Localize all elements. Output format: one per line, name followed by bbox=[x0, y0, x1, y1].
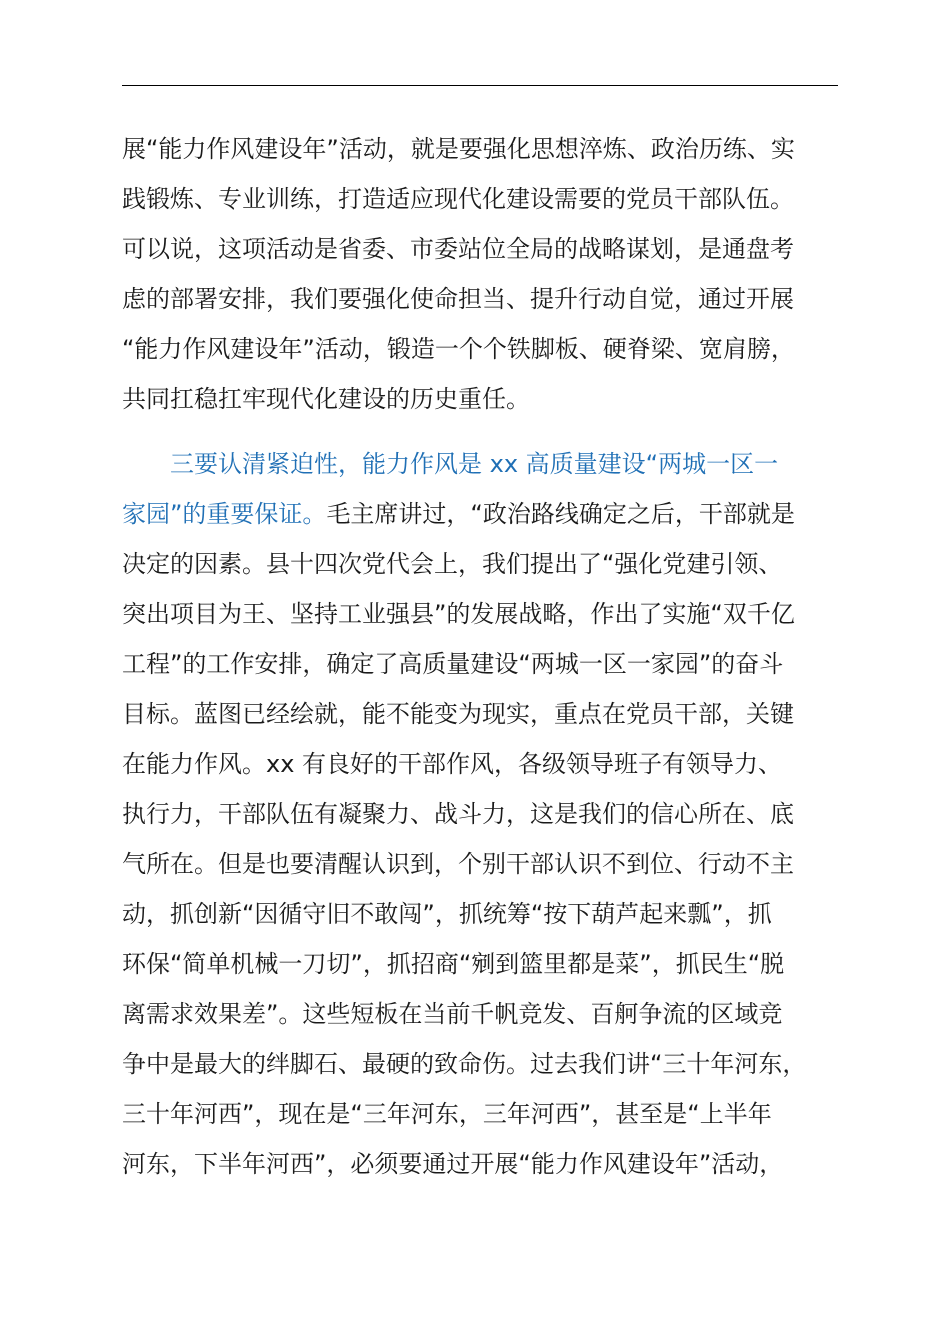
header-rule bbox=[122, 85, 838, 86]
text-line: 气所在。但是也要清醒认识到，个别干部认识不到位、行动不主 bbox=[122, 850, 794, 878]
section-heading-line: 三要认清紧迫性，能力作风是 xx 高质量建设“两城一区一 bbox=[170, 450, 779, 478]
text-line: 共同扛稳扛牢现代化建设的历史重任。 bbox=[122, 385, 530, 413]
text-line: 在能力作风。xx 有良好的干部作风，各级领导班子有领导力、 bbox=[122, 750, 783, 778]
text-line: 动，抓创新“因循守旧不敢闯”，抓统筹“按下葫芦起来瓢”，抓 bbox=[122, 900, 772, 928]
text-line: 突出项目为王、坚持工业强县”的发展战略，作出了实施“双千亿 bbox=[122, 600, 795, 628]
text-line: 河东，下半年河西”，必须要通过开展“能力作风建设年”活动， bbox=[122, 1150, 784, 1178]
text-span: 毛主席讲过，“政治路线确定之后，干部就是 bbox=[326, 500, 795, 528]
text-line: 争中是最大的绊脚石、最硬的致命伤。过去我们讲“三十年河东， bbox=[122, 1050, 807, 1078]
text-line: 虑的部署安排，我们要强化使命担当、提升行动自觉，通过开展 bbox=[122, 285, 794, 313]
section-heading-continuation: 家园”的重要保证。 bbox=[122, 500, 327, 528]
text-line: 可以说，这项活动是省委、市委站位全局的战略谋划，是通盘考 bbox=[122, 235, 794, 263]
text-line bbox=[122, 498, 795, 530]
text-line: 工程”的工作安排，确定了高质量建设“两城一区一家园”的奋斗 bbox=[122, 650, 784, 678]
text-line: “能力作风建设年”活动，锻造一个个铁脚板、硬脊梁、宽肩膀， bbox=[122, 335, 795, 363]
text-line: 三十年河西”，现在是“三年河东，三年河西”，甚至是“上半年 bbox=[122, 1100, 772, 1128]
text-line: 展“能力作风建设年”活动，就是要强化思想淬炼、政治历练、实 bbox=[122, 135, 795, 163]
text-line: 决定的因素。县十四次党代会上，我们提出了“强化党建引领、 bbox=[122, 550, 783, 578]
text-line: 环保“简单机械一刀切”，抓招商“剜到篮里都是菜”，抓民生“脱 bbox=[122, 950, 785, 978]
text-line: 执行力，干部队伍有凝聚力、战斗力，这是我们的信心所在、底 bbox=[122, 800, 794, 828]
text-line: 践锻炼、专业训练，打造适应现代化建设需要的党员干部队伍。 bbox=[122, 185, 794, 213]
text-line: 离需求效果差”。这些短板在当前千帆竞发、百舸争流的区域竞 bbox=[122, 1000, 783, 1028]
text-line: 目标。蓝图已经绘就，能不能变为现实，重点在党员干部，关键 bbox=[122, 700, 794, 728]
